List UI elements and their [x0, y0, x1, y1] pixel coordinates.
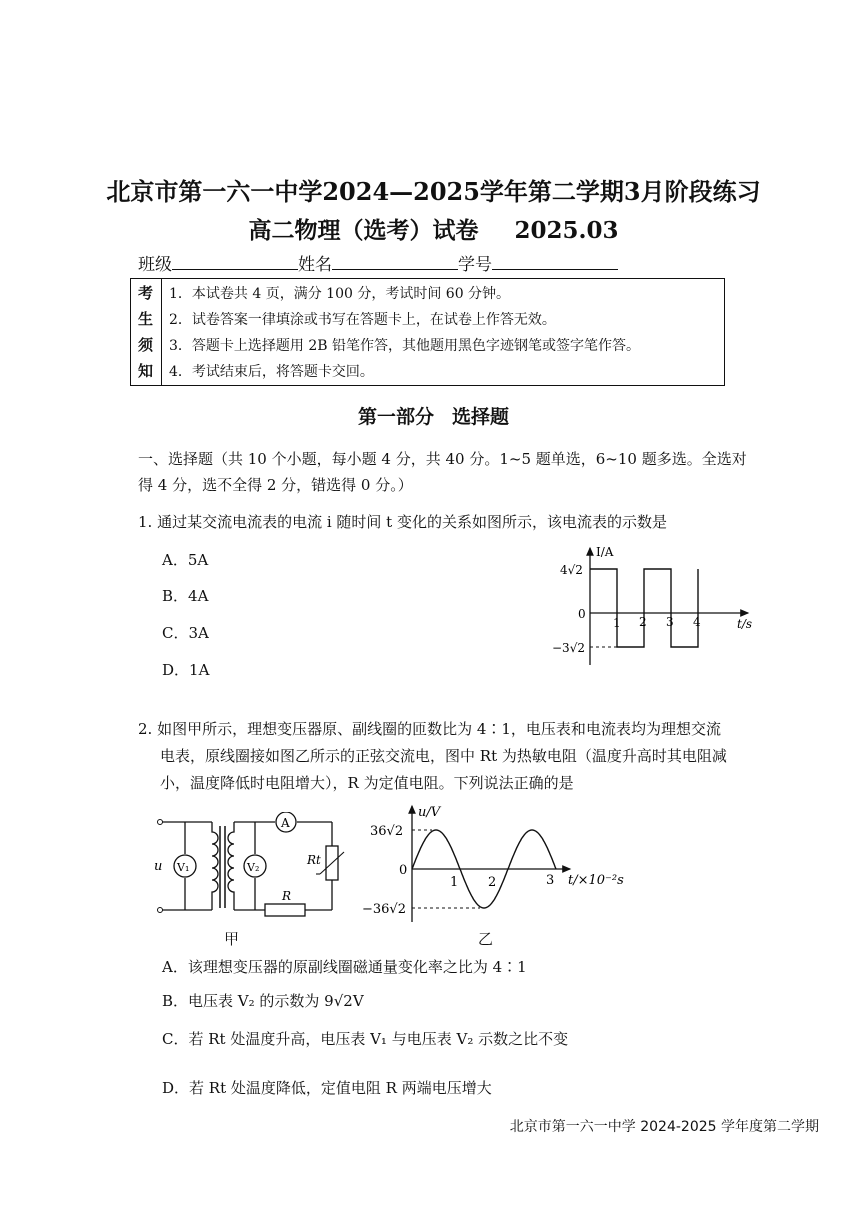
q2-x-tick: 2: [488, 875, 497, 890]
voltmeter-v2-icon: [244, 855, 266, 877]
q2-bottom-value: −36√2: [362, 902, 406, 917]
notice-box: [130, 278, 725, 386]
section-part: 第一部分: [357, 406, 434, 428]
q1-x-tick: 3: [666, 615, 674, 629]
q1-top-value: 4√2: [560, 563, 583, 577]
q1-option-a[interactable]: A．5A: [162, 551, 209, 569]
subject-title: 高二物理（选考）试卷: [248, 217, 479, 244]
notice-item: 4．考试结束后，将答题卡交回。: [169, 364, 374, 380]
notice-item: 1．本试卷共 4 页，满分 100 分，考试时间 60 分钟。: [169, 286, 511, 302]
section-name: 选择题: [452, 406, 510, 428]
instructions: [138, 446, 778, 498]
exam-subtitle: [0, 212, 867, 245]
q2-option-a[interactable]: A．该理想变压器的原副线圈磁通量变化率之比为 4∶1: [162, 958, 527, 976]
q2-option-d[interactable]: D．若 Rt 处温度降低，定值电阻 R 两端电压增大: [162, 1079, 492, 1097]
q2-x-tick: 3: [546, 873, 555, 888]
q1-option-b[interactable]: B．4A: [162, 587, 209, 605]
page-footer: 北京市第一六一中学 2024-2025 学年度第二学期: [509, 1119, 819, 1135]
q1-x-tick: 1: [613, 616, 621, 630]
exam-title: 北京市第一六一中学2024—2025学年第二学期3月阶段练习: [106, 177, 761, 206]
q2-stem-line: 2. 如图甲所示，理想变压器原、副线圈的匝数比为 4∶1，电压表和电流表均为理想交流: [138, 720, 721, 738]
q2-circuit-diagram: [150, 812, 350, 922]
instructions-line: 得 4 分，选不全得 2 分，错选得 0 分。）: [138, 476, 413, 494]
q1-x-tick: 2: [639, 615, 647, 629]
q2-voltage-graph: [360, 800, 640, 930]
name-blank[interactable]: [332, 253, 458, 270]
q2-stem-line: 小，温度降低时电阻增大），R 为定值电阻。下列说法正确的是: [160, 774, 574, 792]
q2-top-value: 36√2: [370, 824, 404, 839]
svg-text:V₂: V₂: [247, 861, 260, 874]
instructions-line: 一、选择题（共 10 个小题，每小题 4 分，共 40 分。1~5 题单选，6~10 题多选。全选对: [138, 450, 747, 468]
q1-current-graph: [540, 540, 760, 670]
q2-x-label: t/×10⁻²s: [568, 873, 624, 888]
notice-side-char: 知: [138, 362, 154, 380]
q2-stem-line: 电表，原线圈接如图乙所示的正弦交流电，图中 Rt 为热敏电阻（温度升高时其电阻减: [160, 747, 727, 765]
ammeter-icon: [276, 812, 296, 832]
q1-option-d[interactable]: D．1A: [162, 661, 210, 679]
notice-side-char: 生: [138, 310, 154, 328]
notice-side: [131, 279, 162, 385]
student-info-line: [138, 250, 618, 275]
q2-option-c[interactable]: C．若 Rt 处温度升高，电压表 V₁ 与电压表 V₂ 示数之比不变: [162, 1030, 569, 1048]
exam-date: 2025.03: [514, 217, 619, 244]
q1-origin: 0: [578, 607, 586, 621]
figure-a-label: 甲: [224, 930, 240, 948]
q1-x-label: t/s: [737, 617, 753, 631]
name-label: 姓名: [298, 255, 332, 275]
resistor-icon: [265, 889, 305, 916]
svg-text:Rt: Rt: [307, 853, 321, 867]
notice-side-char: 须: [138, 336, 154, 354]
notice-item: 3．答题卡上选择题用 2B 铅笔作答，其他题用黑色字迹钢笔或签字笔作答。: [169, 338, 641, 354]
section-heading: [0, 402, 867, 429]
q1-y-label: I/A: [596, 545, 614, 559]
svg-text:V₁: V₁: [177, 861, 190, 874]
q2-option-b[interactable]: B．电压表 V₂ 的示数为 9√2V: [162, 992, 364, 1010]
q1-x-tick: 4: [693, 615, 701, 629]
notice-item: 2．试卷答案一律填涂或书写在答题卡上，在试卷上作答无效。: [169, 312, 556, 328]
id-label: 学号: [458, 255, 492, 275]
notice-side-char: 考: [138, 284, 154, 302]
q1-bottom-value: −3√2: [552, 641, 585, 655]
q1-option-c[interactable]: C．3A: [162, 624, 209, 642]
q2-origin: 0: [399, 863, 408, 878]
svg-text:R: R: [282, 889, 292, 903]
circuit-u-label: u: [154, 859, 163, 874]
class-blank[interactable]: [172, 253, 298, 270]
class-label: 班级: [138, 255, 172, 275]
q2-x-tick: 1: [450, 875, 459, 890]
figure-b-label: 乙: [478, 930, 494, 948]
q2-stem: [138, 716, 758, 797]
id-blank[interactable]: [492, 253, 618, 270]
voltmeter-v1-icon: [174, 855, 196, 877]
q2-y-label: u/V: [418, 805, 441, 820]
svg-text:A: A: [281, 816, 290, 830]
thermistor-icon: [306, 846, 344, 880]
q1-stem: 1. 通过某交流电流表的电流 i 随时间 t 变化的关系如图所示，该电流表的示数是: [138, 513, 667, 531]
